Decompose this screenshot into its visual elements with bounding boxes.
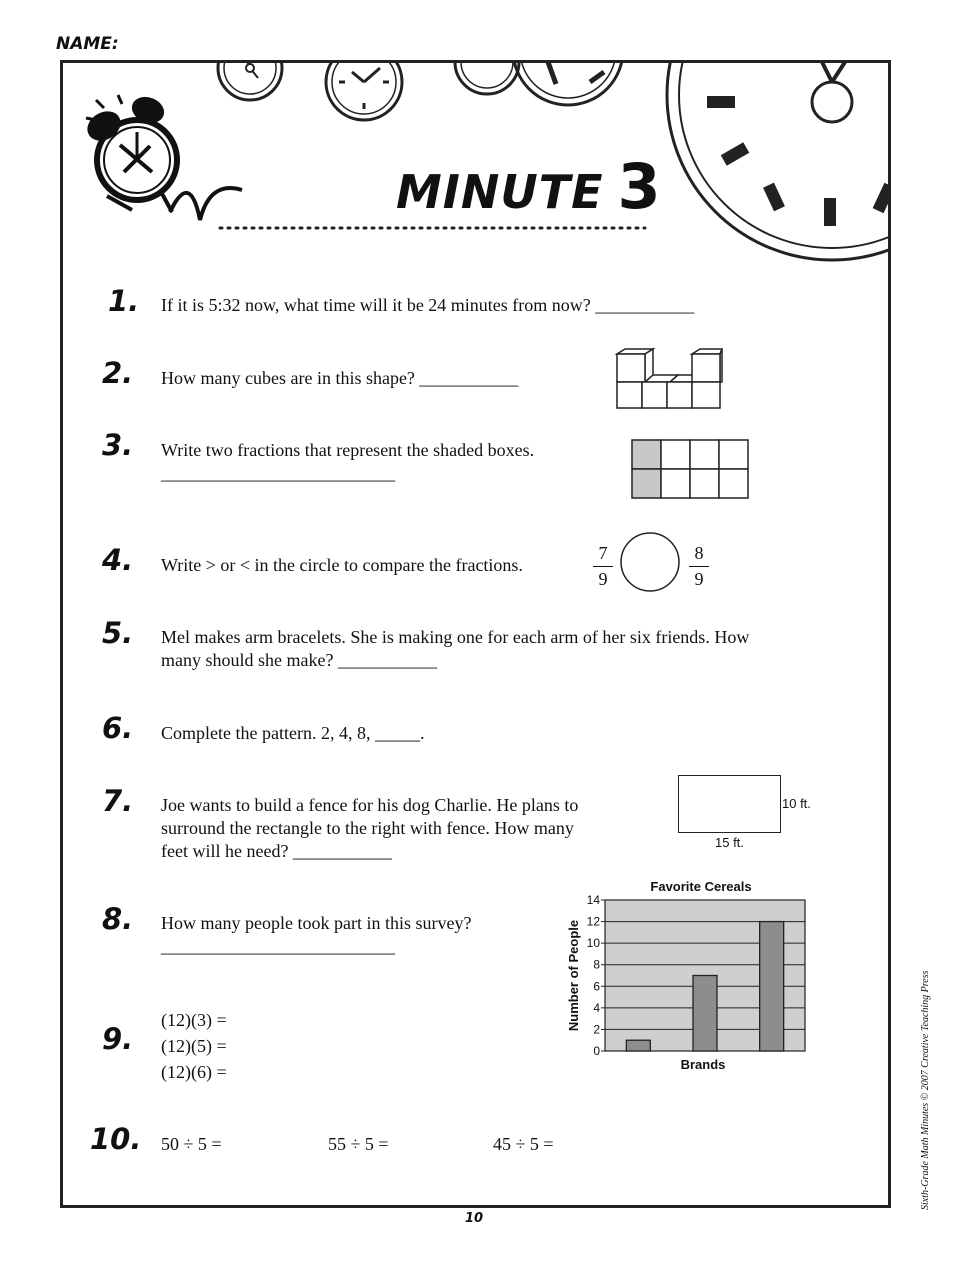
small-clock-icon (513, 0, 623, 105)
fraction-left (593, 543, 613, 590)
comparison-circle[interactable] (619, 531, 681, 593)
alarm-clock-icon (83, 93, 242, 220)
shaded-boxes-grid (630, 438, 752, 500)
question-number-5: 5. (102, 616, 134, 650)
y-tick-label: 8 (593, 957, 600, 972)
small-clock-icon (326, 44, 402, 120)
chart-bar (760, 922, 784, 1051)
title-number: 3 (617, 150, 662, 223)
rectangle-width-label: 15 ft. (715, 835, 744, 850)
chart-bar (626, 1040, 650, 1051)
fraction-right (689, 543, 709, 590)
title-word: MINUTE (396, 165, 604, 219)
question-number-10: 10. (90, 1122, 142, 1156)
copyright-credit: Sixth-Grade Math Minutes © 2007 Creative Teaching Press (920, 970, 931, 1210)
fraction-left-numerator: 7 (593, 543, 613, 567)
question-9-line-1: (12)(3) = (161, 1010, 227, 1030)
page-title (396, 150, 662, 223)
question-text-6: Complete the pattern. 2, 4, 8, _____. (161, 723, 425, 743)
chart-ylabel: Number of People (566, 919, 581, 1032)
grid-box (661, 469, 690, 498)
question-number-7: 7. (102, 784, 134, 818)
y-tick-label: 6 (593, 979, 600, 994)
question-number-1: 1. (108, 284, 140, 318)
rectangle-height-label: 10 ft. (782, 796, 811, 811)
question-text-1: If it is 5:32 now, what time will it be 24 minutes from now? ___________ (161, 295, 695, 315)
cube-shape (610, 344, 730, 414)
question-number-3: 3. (102, 428, 134, 462)
chart-title: Favorite Cereals (650, 879, 752, 894)
y-tick-label: 12 (586, 914, 600, 929)
question-text-7: Joe wants to build a fence for his dog Charlie. He plans to surround the rectangle to the right with fence. How many feet will he need? ___________ (161, 795, 579, 861)
question-10-item-1: 50 ÷ 5 = (161, 1134, 222, 1154)
chart-xlabel: Brands (680, 1057, 726, 1072)
question-number-6: 6. (102, 711, 134, 745)
question-10-item-2: 55 ÷ 5 = (328, 1134, 389, 1154)
page-number: 10 (465, 1211, 484, 1226)
question-text-2: How many cubes are in this shape? ___________ (161, 368, 519, 388)
grid-box (690, 469, 719, 498)
grid-box-shaded (632, 469, 661, 498)
question-text-8: How many people took part in this survey? __________________________ (161, 913, 472, 956)
y-tick-label: 10 (586, 936, 600, 951)
grid-box (661, 440, 690, 469)
y-tick-label: 4 (593, 1000, 600, 1015)
fence-rectangle (678, 775, 781, 833)
grid-box (719, 440, 748, 469)
question-9-line-2: (12)(5) = (161, 1036, 227, 1056)
y-tick-label: 0 (593, 1044, 600, 1058)
large-clock-icon (667, 0, 979, 260)
question-9-line-3: (12)(6) = (161, 1062, 227, 1082)
grid-box (690, 440, 719, 469)
question-text-5: Mel makes arm bracelets. She is making one for each arm of her six friends. How many should she make? ___________ (161, 627, 750, 670)
fraction-right-numerator: 8 (689, 543, 709, 567)
y-tick-label: 14 (586, 893, 600, 907)
question-text-3: Write two fractions that represent the shaded boxes. __________________________ (161, 440, 535, 483)
question-number-4: 4. (102, 543, 134, 577)
question-10-item-3: 45 ÷ 5 = (493, 1134, 554, 1154)
chart-bar (693, 976, 717, 1052)
question-text-4: Write > or < in the circle to compare the fractions. (161, 555, 523, 575)
small-clock-icon (455, 30, 519, 94)
question-number-8: 8. (102, 902, 134, 936)
question-number-2: 2. (102, 356, 134, 390)
question-number-9: 9. (102, 1022, 134, 1056)
y-tick-label: 2 (593, 1022, 600, 1037)
fraction-left-denominator: 9 (598, 569, 608, 589)
grid-box (719, 469, 748, 498)
fraction-right-denominator: 9 (694, 569, 704, 589)
small-clock-icon (218, 36, 282, 100)
name-label: NAME: (56, 34, 119, 54)
grid-box-shaded (632, 440, 661, 469)
favorite-cereals-chart (560, 878, 820, 1078)
